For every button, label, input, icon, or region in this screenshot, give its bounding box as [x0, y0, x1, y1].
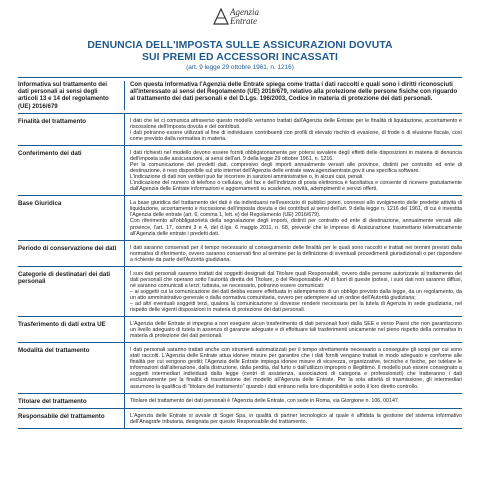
row-paragraph: L'indicazione del numero di telefono o cellulare, del fax e dell'indirizzo di posta elettronica è facoltativa e consente di ricevere gratuitamente dall'Agenzia delle Entrate informazioni e aggiornamenti su scadenze, novità, adempimenti e servizi offerti. [130, 180, 462, 193]
row-body [124, 394, 462, 408]
document-subtitle: (art. 9 legge 29 ottobre 1961, n. 1216) [186, 64, 294, 71]
row-paragraph: Per la comunicazione dei predetti dati, compresivo degli importi annualmente versati alle province, distinti per contratto ed ente di destinazione, è reso disponibile sul sito internet dell'Agenzia delle entrate www.agenziaentrate.gov.it una specifica software. [130, 162, 462, 175]
info-row [18, 343, 462, 393]
info-row [18, 146, 462, 196]
row-body [124, 267, 462, 316]
row-label: Titolare del trattamento [18, 397, 87, 405]
logo-line-1: Agenzia [230, 7, 259, 17]
info-row [18, 241, 462, 267]
row-label: Finalità del trattamento [18, 117, 87, 125]
logo-line-2: Entrate [230, 16, 257, 26]
row-paragraph: – ad altri eventuali soggetti terzi, qualora la comunicazione si dovesse rendere necessaria per la tutela di Agenzia in sede giudiziaria, nel rispetto delle vigenti disposizioni in materia di protezione dei dati personali. [130, 300, 462, 314]
row-body [124, 146, 462, 195]
row-body [124, 317, 462, 342]
row-paragraph: L'Agenzia delle Entrate si avvale di Sogei Spa, in qualità di partner tecnologico al quale è affidata la gestione del sistema informativo dell'Anagrafe tributaria, designata per questo Responsabile del trattamento. [130, 412, 462, 425]
row-body [124, 196, 462, 239]
intro-text: Con questa informativa l'Agenzia delle Entrate spiega come tratta i dati raccolti e quali sono i diritti riconosciuti all'interessato ai sensi del Regolamento (UE) 2016/679, relativo alla protezione delle persone fisiche con riguardo al trattamento dei dati personali e del D.Lgs. 196/2003, Codice in materia di protezione dei dati personali. [124, 81, 462, 110]
title-line-2: SUI PREMI ED ACCESSORI INCASSATI [141, 51, 339, 63]
info-row [18, 317, 462, 343]
row-paragraph: Con riferimento all'obbligatorietà della segnalazione degli importi, distinti per contratto ed ente di destinazione, annualmente versati alle province, l'art. 17, commi 3 e 4, del d.lgs. 6 maggio 2011, n. 68, prevede che le imprese di Assicurazione trasmettano telematicamente all'Agenzia delle entrate i predetti dati. [130, 218, 462, 237]
row-paragraph: I suoi dati personali saranno trattati dai soggetti designati dal Titolare quali Responsabili, ovvero dalle persone autorizzate al trattamento dei dati personali che operano sotto l'autorità diretta del Titolare, o del Responsabile. Al di fuori di queste ipotesi, i suoi dati non saranno diffusi, né saranno comunicati a terzi; tuttavia, se necessario, potranno essere comunicati: [130, 270, 462, 289]
row-paragraph: I dati che lei ci comunica attraverso questo modello verranno trattati dall'Agenzia delle Entrate per le finalità di liquidazione, accertamento e riscossione dell'imposta dovuta e dei contributi. [130, 117, 462, 130]
row-label: Conferimento dei dati [18, 150, 82, 157]
row-paragraph: I dati potranno essere utilizzati al fine di individuare contribuenti con profili di elevato rischio di evasione, di frode o di elusione fiscale, così come previsto dalla normativa in materia. [130, 129, 462, 142]
info-row [18, 267, 462, 317]
row-body [124, 241, 462, 266]
row-paragraph: I dati saranno conservati per il tempo necessario al conseguimento delle finalità per le quali sono raccolti e trattati nei termini previsti dalla normativa di riferimento, ovvero saranno conservati fino al termine per la definizione di eventuali procedimenti giurisdizionali o per rispondere a richieste da parte dell'Autorità giudiziaria. [130, 244, 462, 263]
row-paragraph: L'indicazione di dati non veritieri può far incorrere in sanzioni amministrative o, in alcuni casi, penali. [130, 174, 364, 181]
row-paragraph: I dati richiesti nel modello devono essere forniti obbligatoriamente per potersi avvalere degli effetti delle disposizioni in materia di denuncia dell'imposta sulle assicurazioni, ai sensi dell'art. 9 della legge 29 ottobre 1961, n. 1216. [130, 150, 462, 163]
row-label: Base Giuridica [18, 200, 62, 208]
row-label: Modalità del trattamento [18, 347, 90, 355]
info-row [18, 196, 462, 240]
info-table [18, 114, 462, 429]
row-paragraph: La base giuridica del trattamento dei dati è da individuarsi nell'esercizio di pubblici poteri, connessi allo svolgimento delle predette attività di liquidazione, accertamento e riscossione dell'imposta dovuta e dei contributi ai sensi dell'art. 9 della legge n. 1216 del 1961, di cui è investita l'Agenzia delle entrate (art. 6, comma 1, lett. e) del Regolamento (UE) 2016/679). [130, 200, 462, 219]
row-body [124, 114, 462, 145]
row-label: Responsabile del trattamento [18, 412, 105, 420]
title-line-1: DENUNCIA DELL'IMPOSTA SULLE ASSICURAZIONI DOVUTA [87, 40, 393, 51]
row-paragraph: Titolare del trattamento dei dati personali è l'Agenzia delle Entrate, con sede in Roma, via Giorgione n. 106, 00147. [130, 397, 400, 404]
document-title [18, 40, 462, 63]
row-label: Trasferimento di dati extra UE [18, 321, 106, 329]
info-row [18, 114, 462, 146]
agency-logo-icon [210, 6, 232, 28]
row-body [124, 343, 462, 392]
row-label: Categorie di destinatari dei dati personali [18, 270, 111, 285]
row-body [124, 409, 462, 428]
row-paragraph: L'Agenzia delle Entrate si impegna a non eseguire alcun trasferimento di dati personali fuori dalla SEE e verso Paesi che non garantiscono un livello adeguato di tutela in assenza di garanzie adeguate e di effettuare tali trasferimenti unicamente nel pieno rispetto della normativa in materia di protezione dei dati personali. [130, 321, 462, 340]
info-row [18, 409, 462, 429]
info-row [18, 394, 462, 409]
intro-section [18, 77, 462, 114]
row-paragraph: – ai soggetti cui la comunicazione dei dati debba essere effettuata in adempimento di un obbligo previsto dalla legge, da un regolamento, da un atto amministrativo generale o dalla normativa comunitaria, ovvero per adempiere ad un ordine dell'Autorità giudiziaria; [130, 288, 462, 301]
intro-label: Informativa sul trattamento dei dati personali ai sensi degli articoli 13 e 14 del regolamento (UE) 2016/679 [18, 81, 109, 110]
row-paragraph: I dati personali saranno trattati anche con strumenti automatizzati per il tempo strettamente necessario a conseguire gli scopi per cui sono stati raccolti. L'Agenzia delle Entrate attua idonee misure per garantire che i dati forniti vengano trattati in modo adeguato e conforme alle finalità per cui vengono gestiti; l'Agenzia delle Entrate impiega idonee misure di sicurezza, organizzative, tecniche e fisiche, per tutelare le informazioni dall'alterazione, dalla distruzione, dalla perdita, dal furto o dall'utilizzo improprio o illegittimo. Il modello può essere consegnato a soggetti intermediari individuati dalla legge (centri di assistenza, associazioni di categoria e professionisti) che tratteranno i dati esclusivamente per la finalità di trasmissione del modello all'Agenzia delle Entrate. Per la sola attività di trasmissione, gli intermediari assumono la qualifica di "titolare del trattamento" quando i dati entrano nella loro disponibilità e sotto il loro diretto controllo. [130, 347, 462, 390]
agency-logo [210, 6, 280, 28]
row-label: Periodo di conservazione dei dati [18, 244, 117, 252]
